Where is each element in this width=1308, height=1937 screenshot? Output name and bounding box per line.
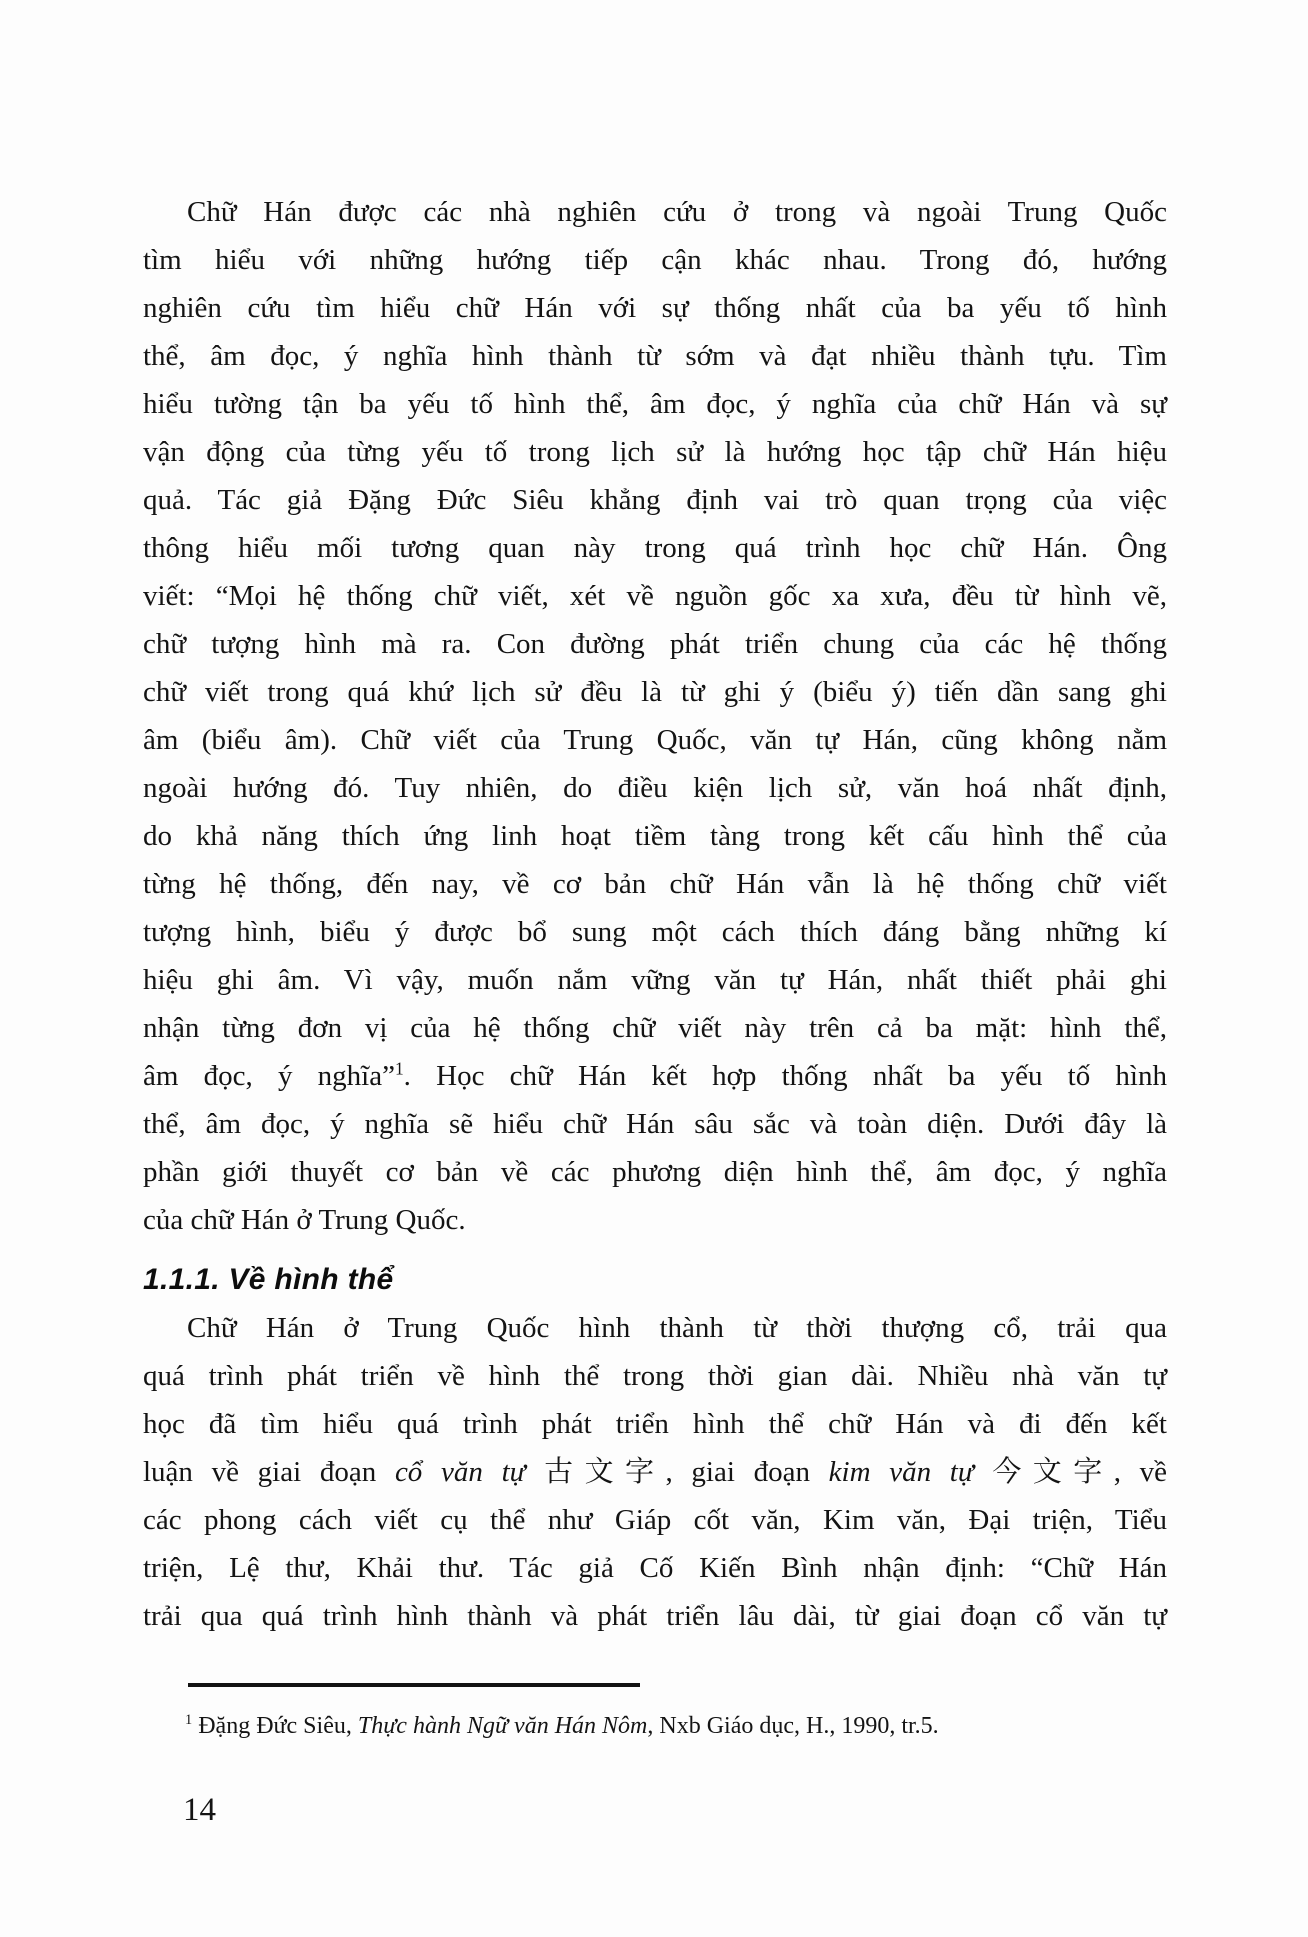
text-line [143, 764, 1167, 812]
text-line [143, 332, 1167, 380]
text-line [143, 1400, 1167, 1448]
text-line [143, 476, 1167, 524]
text-segment: tượng hình, biểu ý được bổ sung một cách thích đáng bằng những kí [143, 916, 1167, 948]
text-line [143, 1148, 1167, 1196]
text-segment: của chữ Hán ở Trung Quốc. [143, 1204, 466, 1236]
text-segment: các phong cách viết cụ thể như Giáp cốt văn, Kim văn, Đại triện, Tiểu [143, 1504, 1167, 1536]
text-segment: kim văn tự [828, 1456, 974, 1488]
text-line [143, 428, 1167, 476]
text-line [143, 236, 1167, 284]
footnote-text [185, 1706, 1105, 1746]
text-segment: cổ văn tự [394, 1456, 526, 1488]
text-segment: tìm hiểu với những hướng tiếp cận khác nhau. Trong đó, hướng [143, 244, 1167, 276]
text-segment: luận về giai đoạn [143, 1456, 395, 1488]
footnote-reference: 1 [394, 1058, 404, 1079]
text-line [143, 908, 1167, 956]
text-line [143, 716, 1167, 764]
text-segment: Chữ Hán được các nhà nghiên cứu ở trong và ngoài Trung Quốc [187, 196, 1167, 228]
text-line [143, 1592, 1167, 1640]
text-line [143, 1448, 1167, 1496]
text-line [143, 284, 1167, 332]
text-line [143, 1496, 1167, 1544]
text-line [143, 524, 1167, 572]
text-line [143, 380, 1167, 428]
text-segment: hiệu ghi âm. Vì vậy, muốn nắm vững văn tự Hán, nhất thiết phải ghi [143, 964, 1167, 996]
body-text [143, 188, 1167, 1640]
text-segment: âm đọc, ý nghĩa” [143, 1060, 395, 1092]
text-line [143, 1052, 1167, 1100]
text-segment: học đã tìm hiểu quá trình phát triển hình thể chữ Hán và đi đến kết [143, 1408, 1167, 1440]
text-segment: hiểu tường tận ba yếu tố hình thể, âm đọc, ý nghĩa của chữ Hán và sự [143, 388, 1167, 420]
text-segment: Chữ Hán ở Trung Quốc hình thành từ thời thượng cổ, trải qua [187, 1312, 1167, 1344]
text-segment: triện, Lệ thư, Khải thư. Tác giả Cố Kiến Bình nhận định: “Chữ Hán [143, 1552, 1167, 1584]
text-segment: thể, âm đọc, ý nghĩa sẽ hiểu chữ Hán sâu sắc và toàn diện. Dưới đây là [143, 1108, 1167, 1140]
text-segment: chữ tượng hình mà ra. Con đường phát triển chung của các hệ thống [143, 628, 1167, 660]
text-segment: do khả năng thích ứng linh hoạt tiềm tàng trong kết cấu hình thể của [143, 820, 1167, 852]
text-segment: 今文字, về [973, 1456, 1168, 1488]
text-line [143, 1100, 1167, 1148]
text-line [143, 1544, 1167, 1592]
text-segment: viết: “Mọi hệ thống chữ viết, xét về nguồn gốc xa xưa, đều từ hình vẽ, [143, 580, 1167, 612]
text-segment: vận động của từng yếu tố trong lịch sử là hướng học tập chữ Hán hiệu [143, 436, 1167, 468]
text-segment: nghiên cứu tìm hiểu chữ Hán với sự thống nhất của ba yếu tố hình [143, 292, 1167, 324]
text-segment: Đặng Đức Siêu, [192, 1713, 358, 1739]
text-line [143, 620, 1167, 668]
text-segment: thể, âm đọc, ý nghĩa hình thành từ sớm và đạt nhiều thành tựu. Tìm [143, 340, 1167, 372]
text-line [143, 1004, 1167, 1052]
text-segment: quá trình phát triển về hình thể trong thời gian dài. Nhiều nhà văn tự [143, 1360, 1167, 1392]
text-segment: âm (biểu âm). Chữ viết của Trung Quốc, văn tự Hán, cũng không nằm [143, 724, 1167, 756]
text-line [143, 1196, 1167, 1244]
footnote-reference: 1 [185, 1712, 193, 1728]
text-segment: 古文字, giai đoạn [525, 1456, 829, 1488]
footnote-separator [188, 1683, 640, 1687]
text-line [143, 1304, 1167, 1352]
text-segment: ngoài hướng đó. Tuy nhiên, do điều kiện lịch sử, văn hoá nhất định, [143, 772, 1167, 804]
section-heading: 1.1.1. Về hình thể [143, 1263, 394, 1296]
text-line [143, 956, 1167, 1004]
page-number: 14 [183, 1792, 216, 1828]
text-segment: phần giới thuyết cơ bản về các phương diện hình thể, âm đọc, ý nghĩa [143, 1156, 1167, 1188]
text-segment: , Nxb Giáo dục, H., 1990, tr.5. [647, 1713, 939, 1739]
text-line [143, 860, 1167, 908]
paragraph-1 [143, 188, 1167, 1244]
paragraph-2 [143, 1304, 1167, 1640]
text-segment: Thực hành Ngữ văn Hán Nôm [357, 1713, 648, 1739]
text-segment: thông hiểu mối tương quan này trong quá trình học chữ Hán. Ông [143, 532, 1167, 564]
text-line [143, 812, 1167, 860]
text-line [143, 572, 1167, 620]
text-segment: . Học chữ Hán kết hợp thống nhất ba yếu tố hình [403, 1060, 1167, 1092]
text-line [143, 1352, 1167, 1400]
text-segment: trải qua quá trình hình thành và phát triển lâu dài, từ giai đoạn cổ văn tự [143, 1600, 1167, 1632]
text-line [143, 668, 1167, 716]
text-segment: quả. Tác giả Đặng Đức Siêu khẳng định vai trò quan trọng của việc [143, 484, 1167, 516]
text-segment: chữ viết trong quá khứ lịch sử đều là từ ghi ý (biểu ý) tiến dần sang ghi [143, 676, 1167, 708]
text-line [143, 188, 1167, 236]
text-segment: nhận từng đơn vị của hệ thống chữ viết này trên cả ba mặt: hình thể, [143, 1012, 1167, 1044]
text-segment: từng hệ thống, đến nay, về cơ bản chữ Hán vẫn là hệ thống chữ viết [143, 868, 1167, 900]
